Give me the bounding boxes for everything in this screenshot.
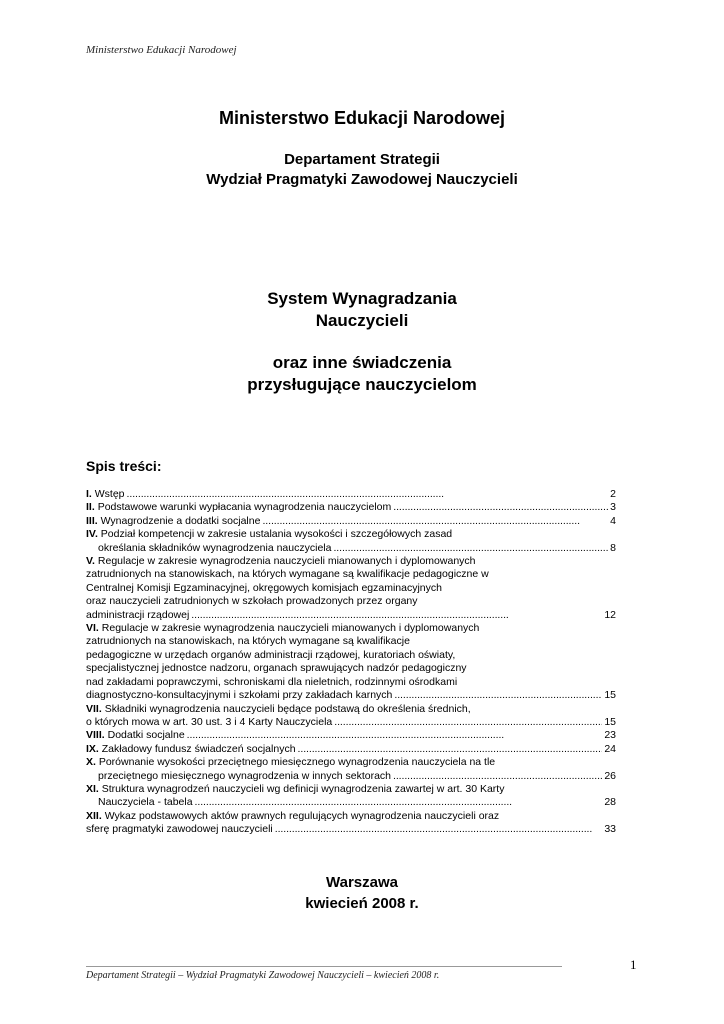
toc-entry-last-line [86,542,616,555]
toc-label: specjalistycznej jednostce nadzoru, organach sprawujących nadzór pedagogiczny [86,662,467,675]
toc-label: pedagogiczne w urzędach organów administracji rządowej, kuratoriach oświaty, [86,648,456,661]
toc-entry-line [86,622,616,635]
toc-number: VII. [86,702,102,715]
toc-entry [86,501,616,514]
toc-label: Wynagrodzenie a dodatki socjalne [100,514,261,527]
ministry-name: Ministerstwo Edukacji Narodowej [218,108,506,128]
toc-entry [86,729,616,742]
toc-page-number: 24 [604,742,616,755]
footer-text: Departament Strategii – Wydział Pragmatyki Zawodowej Nauczycieli – kwiecień 2008 r. [86,970,440,981]
toc-entry [86,810,616,837]
toc-label: Centralnej Komisji Egzaminacyjnej, okręgowych komisjach egzaminacyjnych [86,581,442,594]
toc-page-number: 12 [604,608,616,621]
page-number: 1 [630,957,637,972]
toc-entry-last-line [86,501,616,514]
toc-entry-line [86,649,616,662]
date: kwiecień 2008 r. [305,895,419,912]
toc-label: Porównanie wysokości przeciętnego miesięcznego wynagrodzenia nauczyciela na tle [98,756,496,769]
city: Warszawa [326,874,398,891]
toc-number: VI. [86,622,99,635]
toc-leader-dots [394,689,602,702]
toc-leader-dots [393,501,608,514]
toc-label: Nauczyciela - tabela [98,796,193,809]
toc-entry-line [86,595,616,608]
toc-page-number: 2 [610,488,616,500]
toc-number: V. [86,555,95,568]
toc-entry-last-line [86,770,616,783]
toc-page-number: 26 [604,769,616,782]
running-header: Ministerstwo Edukacji Narodowej [86,44,237,56]
toc-label: Wstęp [94,488,125,500]
toc-entry-line [86,568,616,581]
toc-page-number: 3 [610,501,616,514]
department-block [0,150,724,190]
division-name: Wydział Pragmatyki Zawodowej Nauczycieli [206,171,518,188]
title-line-2: Nauczycieli [315,311,409,330]
toc-leader-dots [195,796,603,809]
subtitle-line-1: oraz inne świadczenia [272,353,452,372]
toc-number: IV. [86,528,98,541]
toc-entry-last-line [86,515,616,528]
toc-label: określania składników wynagrodzenia nauczyciela [98,541,332,554]
toc-label: Wykaz podstawowych aktów prawnych regulujących wynagrodzenia nauczycieli oraz [104,809,500,822]
toc-entry [86,783,616,810]
department-name: Departament Strategii [284,151,440,168]
toc-page-number: 8 [610,541,616,554]
toc-entry [86,555,616,622]
toc-page-number: 15 [604,715,616,728]
title-line-1: System Wynagradzania [267,289,457,308]
toc-leader-dots [262,515,608,528]
toc-label: diagnostyczno-konsultacyjnymi i szkołami przy zakładach karnych [86,689,393,702]
toc-entry-last-line [86,488,616,501]
toc-label: zatrudnionych na stanowiskach, na których wymagane są kwalifikacje pedagogiczne w [86,568,489,581]
toc-label: przeciętnego miesięcznego wynagrodzenia w innych sektorach [98,769,391,782]
toc-entry [86,622,616,702]
toc-entry-line [86,635,616,648]
toc-number: IX. [86,742,99,755]
subtitle-line-2: przysługujące nauczycielom [247,375,477,394]
toc-number: X. [86,756,96,769]
toc-page-number: 15 [604,689,616,702]
toc-label: Zakładowy fundusz świadczeń socjalnych [101,742,296,755]
toc-label: Regulacje w zakresie wynagrodzenia nauczycieli mianowanych i dyplomowanych [101,622,480,635]
toc-leader-dots [298,743,603,756]
toc-entry-last-line [86,729,616,742]
toc-leader-dots [191,609,602,622]
toc-entry-line [86,783,616,796]
toc-number: I. [86,488,92,500]
toc-entry [86,488,616,501]
toc-entry [86,528,616,555]
toc-label: oraz nauczycieli zatrudnionych w szkołach prowadzonych przez organy [86,595,418,608]
toc-entry-last-line [86,823,616,836]
toc-label: sferę pragmatyki zawodowej nauczycieli [86,823,273,836]
toc-entry-line [86,528,616,541]
toc-leader-dots [127,488,609,501]
toc-entry-line [86,555,616,568]
toc-label: Składniki wynagrodzenia nauczycieli będące podstawą do określenia średnich, [104,702,471,715]
toc-number: XII. [86,809,102,822]
toc-page-number: 28 [604,796,616,809]
toc-number: II. [86,501,95,514]
toc-label: Podstawowe warunki wypłacania wynagrodzenia nauczycielom [97,501,392,514]
toc-number: III. [86,514,98,527]
toc-page-number: 23 [604,729,616,742]
toc-leader-dots [187,729,603,742]
toc-number: XI. [86,782,99,795]
toc-page-number: 33 [604,823,616,836]
toc-leader-dots [334,716,602,729]
toc-entry-line [86,582,616,595]
place-and-date [0,872,724,914]
toc-leader-dots [393,770,602,783]
toc-entry-last-line [86,609,616,622]
toc-entry [86,743,616,756]
toc-entry [86,515,616,528]
toc-label: o których mowa w art. 30 ust. 3 i 4 Karty Nauczyciela [86,715,333,728]
toc-entry-line [86,703,616,716]
toc-entry-last-line [86,716,616,729]
toc-entry-line [86,756,616,769]
toc-entry [86,703,616,730]
toc-entry-last-line [86,796,616,809]
toc-label: Podział kompetencji w zakresie ustalania wysokości i szczegółowych zasad [100,528,453,541]
toc-heading: Spis treści: [86,458,162,474]
toc-entry [86,756,616,783]
toc-entry-last-line [86,689,616,702]
toc-label: Regulacje w zakresie wynagrodzenia nauczycieli mianowanych i dyplomowanych [97,555,476,568]
toc-number: VIII. [86,729,105,742]
document-title [0,288,724,332]
toc-label: Dodatki socjalne [107,729,185,742]
toc-entry-last-line [86,743,616,756]
toc-entry-line [86,662,616,675]
toc-label: nad zakładami poprawczymi, schroniskami dla nieletnich, rodzinnymi ośrodkami [86,675,458,688]
toc-leader-dots [333,542,608,555]
toc-entry-line [86,676,616,689]
toc-page-number: 4 [610,514,616,527]
footer-divider [86,966,562,967]
table-of-contents [86,488,616,837]
toc-entry-line [86,810,616,823]
toc-leader-dots [275,823,603,836]
document-subtitle [0,352,724,396]
toc-label: administracji rządowej [86,608,190,621]
toc-label: Struktura wynagrodzeń nauczycieli wg definicji wynagrodzenia zawartej w art. 30 Karty [101,782,505,795]
toc-label: zatrudnionych na stanowiskach, na których wymagane są kwalifikacje [86,635,410,648]
